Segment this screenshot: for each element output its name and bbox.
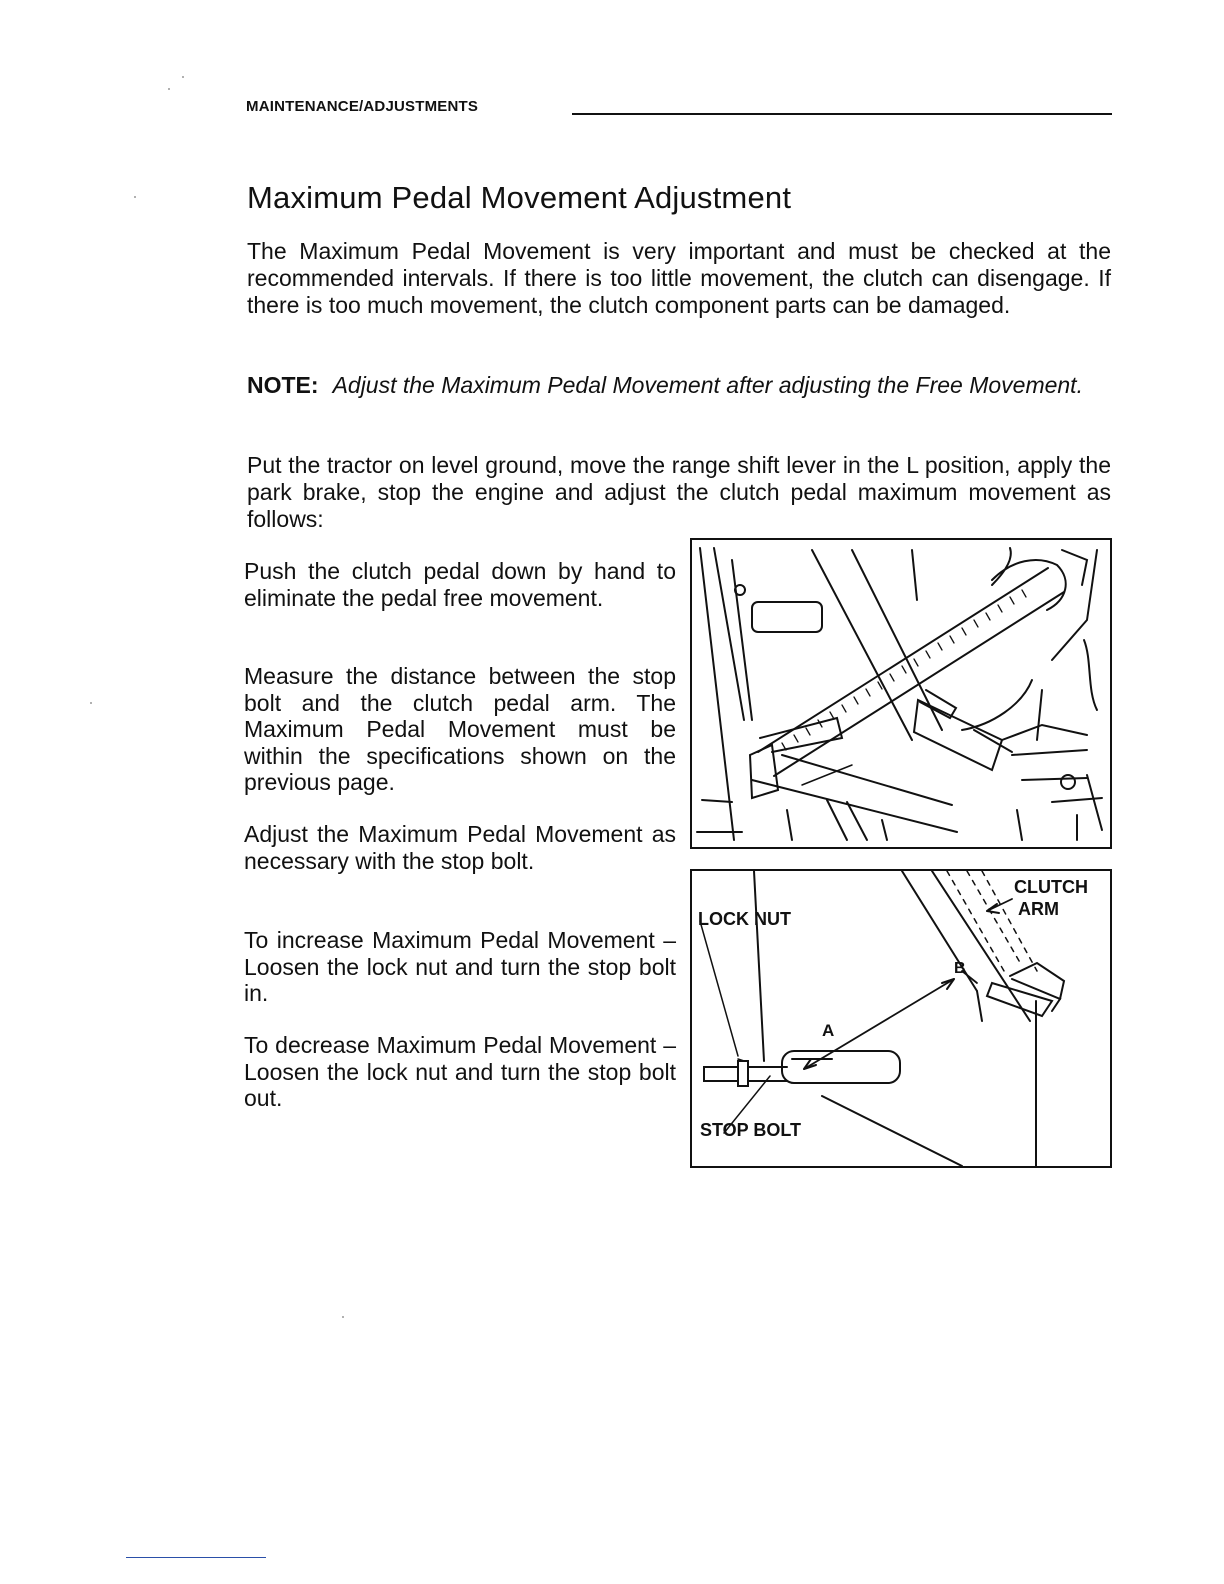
note-paragraph	[247, 372, 1111, 399]
note-label: NOTE:	[247, 372, 319, 398]
step-paragraph: To increase Maximum Pedal Movement – Loosen the lock nut and turn the stop bolt in.	[244, 927, 676, 1006]
clutch-arm-label-line2: ARM	[1018, 899, 1059, 919]
intro-paragraph: The Maximum Pedal Movement is very important and must be checked at the recommended intervals. If there is too little movement, the clutch can disengage. If there is too much movement, the clutch component parts can be damaged.	[247, 238, 1111, 318]
step-paragraph: Push the clutch pedal down by hand to eliminate the pedal free movement.	[244, 558, 676, 611]
footer-rule	[126, 1557, 266, 1558]
stop-bolt-label: STOP BOLT	[700, 1120, 802, 1140]
section-label: MAINTENANCE/ADJUSTMENTS	[246, 98, 479, 115]
setup-paragraph: Put the tractor on level ground, move the range shift lever in the L position, apply the park brake, stop the engine and adjust the clutch pedal maximum movement as follows:	[247, 452, 1111, 532]
clutch-arm-label-line1: CLUTCH	[1014, 877, 1088, 897]
figure-measuring-pedal	[690, 538, 1112, 849]
step-paragraph: To decrease Maximum Pedal Movement – Loosen the lock nut and turn the stop bolt out.	[244, 1032, 676, 1111]
section-header	[246, 98, 1112, 120]
note-text: Adjust the Maximum Pedal Movement after adjusting the Free Movement.	[332, 372, 1083, 398]
header-rule	[572, 113, 1112, 115]
measuring-illustration	[692, 540, 1110, 847]
page-title: Maximum Pedal Movement Adjustment	[247, 180, 792, 215]
dimension-b-label: B	[954, 960, 966, 977]
figure-stop-bolt-diagram	[690, 869, 1112, 1168]
step-paragraph: Adjust the Maximum Pedal Movement as necessary with the stop bolt.	[244, 821, 676, 874]
dimension-a-label: A	[822, 1021, 835, 1040]
lock-nut-label: LOCK NUT	[698, 909, 791, 929]
step-paragraph: Measure the distance between the stop bolt and the clutch pedal arm. The Maximum Pedal Movement must be within the specifications shown on the previous page.	[244, 663, 676, 795]
